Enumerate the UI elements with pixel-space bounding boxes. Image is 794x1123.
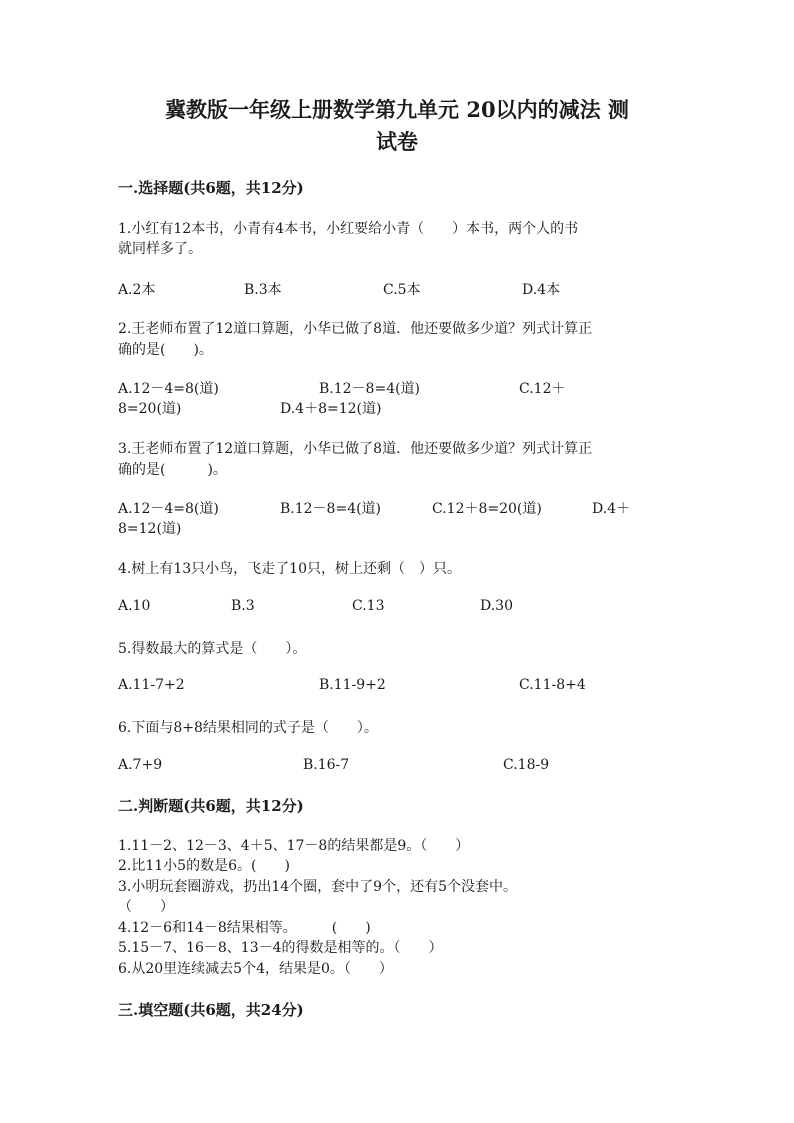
question-6-option-b: B.16-7 [303,757,350,773]
judgement-item-3-cont: （ ） [118,899,174,915]
question-1-option-d: D.4本 [522,282,561,298]
question-3-option-c: C.12＋8=20(道) [432,501,542,517]
judgement-item-5: 5.15－7、16－8、13－4的得数是相等的。（ ） [118,940,443,956]
question-4-option-d: D.30 [480,598,513,614]
judgement-item-2: 2.比11小5的数是6。( ) [118,858,290,874]
question-2-option-b: B.12－8=4(道) [319,381,421,397]
question-1-line-1: 1.小红有12本书，小青有4本书，小红要给小青（ ）本书，两个人的书 [118,221,579,237]
section-heading-true-false: 二.判断题(共6题，共12分) [118,797,304,815]
question-4-option-b: B.3 [231,598,255,614]
question-4-option-c: C.13 [352,598,385,614]
page-title [100,94,694,158]
judgement-item-1: 1.11－2、12－3、4＋5、17－8的结果都是9。（ ） [118,838,470,854]
question-3-option-d: D.4＋ [592,501,631,517]
question-3-line-1: 3.王老师布置了12道口算题，小华已做了8道．他还要做多少道？列式计算正 [118,441,593,457]
question-1-option-c: C.5本 [383,282,421,298]
question-5-option-a: A.11-7+2 [118,677,185,693]
title-line-1: 冀教版一年级上册数学第九单元 20以内的减法 测 [165,97,629,122]
question-2-option-c: C.12＋ [519,381,566,397]
question-1-option-a: A.2本 [118,282,156,298]
question-3-line-2: 确的是( )。 [118,462,227,478]
judgement-item-3: 3.小明玩套圈游戏，扔出14个圈，套中了9个，还有5个没套中。 [118,879,517,895]
question-4-option-a: A.10 [118,598,151,614]
question-1-line-2: 就同样多了。 [118,241,202,257]
question-2-option-d: D.4＋8=12(道) [280,401,382,417]
question-6-option-c: C.18-9 [503,757,550,773]
section-heading-choice: 一.选择题(共6题，共12分) [118,179,304,197]
question-5-line-1: 5.得数最大的算式是（ ）。 [118,641,307,657]
question-2-option-c-cont: 8=20(道) [118,401,182,417]
question-2-option-a: A.12－4=8(道) [118,381,219,397]
question-2-line-2: 确的是( )。 [118,342,213,358]
question-6-option-a: A.7+9 [118,757,163,773]
question-5-option-b: B.11-9+2 [319,677,386,693]
question-1-option-b: B.3本 [244,282,282,298]
question-3-option-d-cont: 8=12(道) [118,521,182,537]
question-3-option-b: B.12－8=4(道) [280,501,382,517]
question-2-line-1: 2.王老师布置了12道口算题，小华已做了8道．他还要做多少道？列式计算正 [118,321,593,337]
judgement-item-6: 6.从20里连续减去5个4，结果是0。（ ） [118,961,393,977]
question-3-option-a: A.12－4=8(道) [118,501,219,517]
question-6-line-1: 6.下面与8+8结果相同的式子是（ ）。 [118,720,378,736]
judgement-item-4: 4.12－6和14－8结果相等。 ( ) [118,920,371,936]
section-heading-fill-blank: 三.填空题(共6题，共24分) [118,1001,304,1019]
question-5-option-c: C.11-8+4 [519,677,586,693]
question-4-line-1: 4.树上有13只小鸟，飞走了10只，树上还剩（ ）只。 [118,561,461,577]
title-line-2: 试卷 [376,129,418,154]
